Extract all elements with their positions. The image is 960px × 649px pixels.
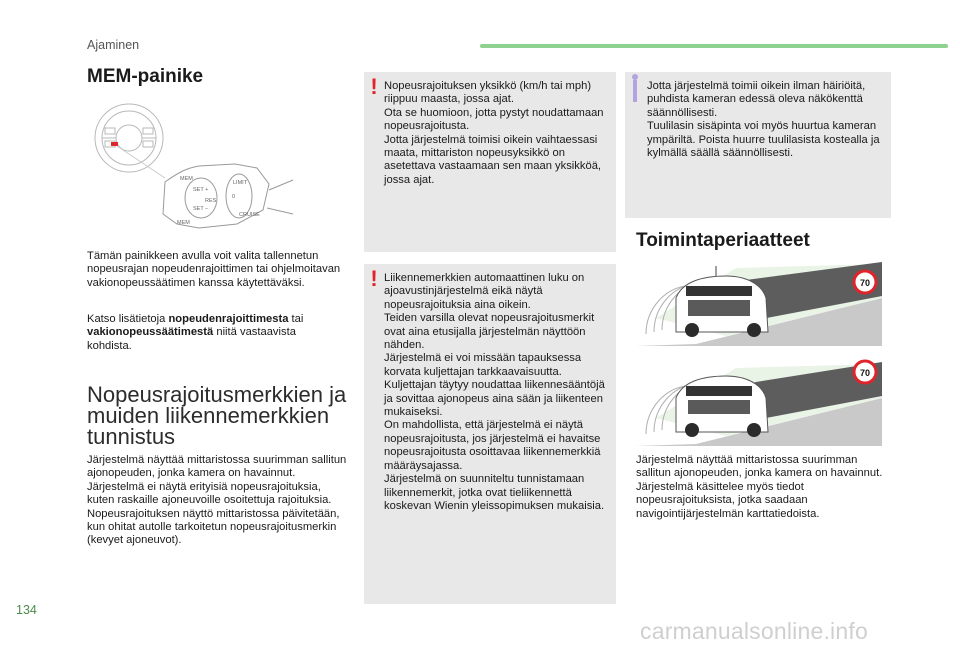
fig-label-set-plus: SET +: [193, 187, 209, 193]
steering-wheel-illustration: [87, 98, 299, 240]
fig-label-limit: LIMIT: [233, 180, 248, 186]
warning-recognition-text: Liikennemerkkien automaattinen luku on ajoavustinjärjestelmä eikä näytä nopeusrajoituksia aina oikein. Teiden varsilla olevat nopeusrajoitusmerkit ovat aina etusijalla järjestelmän näyttöön nähden. Järjestelmä ei voi missään tapauksessa korvata kuljettajan tarkkaavaisuutta. Kuljettajan täytyy noudattaa liikennesääntöjä ja sovittaa ajonopeus aina sään ja liikenteen mukaiseksi. On mahdollista, että järjestelmä ei näytä nopeusrajoitusta, jos järjestelmä ei havaitse nopeusrajoitusta osoittavaa liikennemerkkiä määräysajassa. Järjestelmä on suunniteltu tunnistamaan liikennemerkit, jotka ovat tieliikennettä koskevan Wienin yleissopimuksen mukaisia.: [384, 272, 605, 512]
watermark: carmanualsonline.info: [640, 618, 868, 644]
warning-box-recognition: [364, 264, 616, 604]
recognition-title: Nopeusrajoitusmerkkien ja muiden liikennemerkkien tunnistus: [87, 382, 347, 449]
principles-title: Toimintaperiaatteet: [636, 230, 810, 251]
katso-prefix: Katso lisätietoja: [87, 313, 169, 325]
fig-label-zero: 0: [232, 194, 236, 200]
katso-suffix: niitä vastaavista kohdista.: [87, 326, 296, 352]
info-icon: [633, 80, 637, 102]
section-label: Ajaminen: [87, 38, 140, 52]
katso-cruise: vakionopeussäätimestä: [87, 326, 214, 339]
warning-exclamation-icon: !: [370, 74, 378, 99]
fig-label-mem-bottom: MEM: [177, 220, 190, 226]
mem-reference-text: [87, 313, 343, 353]
fig-label-mem: MEM: [180, 176, 193, 182]
car-sign-illustration-top: [636, 258, 882, 346]
info-box-camera: [625, 72, 891, 218]
car-sign-illustration-bottom: [636, 352, 882, 446]
fig-label-res: RES: [205, 198, 217, 204]
page-number: 134: [16, 603, 37, 617]
warning-box-units: [364, 72, 616, 252]
warning-units-text: Nopeusrajoituksen yksikkö (km/h tai mph) riippuu maasta, jossa ajat. Ota se huomioon, jotta pystyt noudattamaan nopeusrajoitusta. Jotta järjestelmä toimisi oikein vaihtaessasi maata, mittariston nopeusyksikkö on asetettava vastaamaan sen maan yksikköä, jossa ajat.: [384, 80, 604, 186]
warning-exclamation-icon: !: [370, 266, 378, 291]
info-camera-text: Jotta järjestelmä toimii oikein ilman häiriöitä, puhdista kameran edessä oleva näkökenttä säännöllisesti. Tuulilasin sisäpinta voi myös huurtua kameran ympäriltä. Poista huurre tuulilasista kostealla ja kylmällä säällä säännöllisesti.: [647, 80, 880, 160]
fig-label-set-minus: SET –: [193, 206, 209, 212]
mem-intro-text: Tämän painikkeen avulla voit valita tallennetun nopeusrajan nopeudenrajoittimen tai ohjelmoitavan vakionopeussäätimen kanssa käytettäväksi.: [87, 250, 341, 289]
recognition-text: Järjestelmä näyttää mittaristossa suurimman sallitun ajonopeuden, jonka kamera on havainnut. Järjestelmä ei näytä erityisiä nopeusrajoituksia, kuten raskaille ajoneuvoille osoitettuja rajoituksia. Nopeusrajoituksen näyttö mittaristossa päivitetään, kun ohitat autolle tarkoitetun nopeusrajoitusmerkin (kevyet ajoneuvot).: [87, 454, 347, 547]
katso-mid: tai: [288, 313, 304, 325]
katso-limiter: nopeudenrajoittimesta: [168, 313, 289, 325]
mem-title: MEM-painike: [87, 66, 204, 87]
header-rule: [480, 44, 948, 48]
speed-sign-value: 70: [859, 278, 871, 288]
speed-sign-value: 70: [859, 368, 871, 378]
fig-label-cruise: CRUISE: [239, 212, 260, 218]
principles-text: Järjestelmä näyttää mittaristossa suurimman sallitun ajonopeuden, jonka kamera on havainnut. Järjestelmä käsittelee myös tiedot nopeusrajoituksista, jotka saadaan navigointijärjestelmän karttatiedoista.: [636, 454, 883, 520]
